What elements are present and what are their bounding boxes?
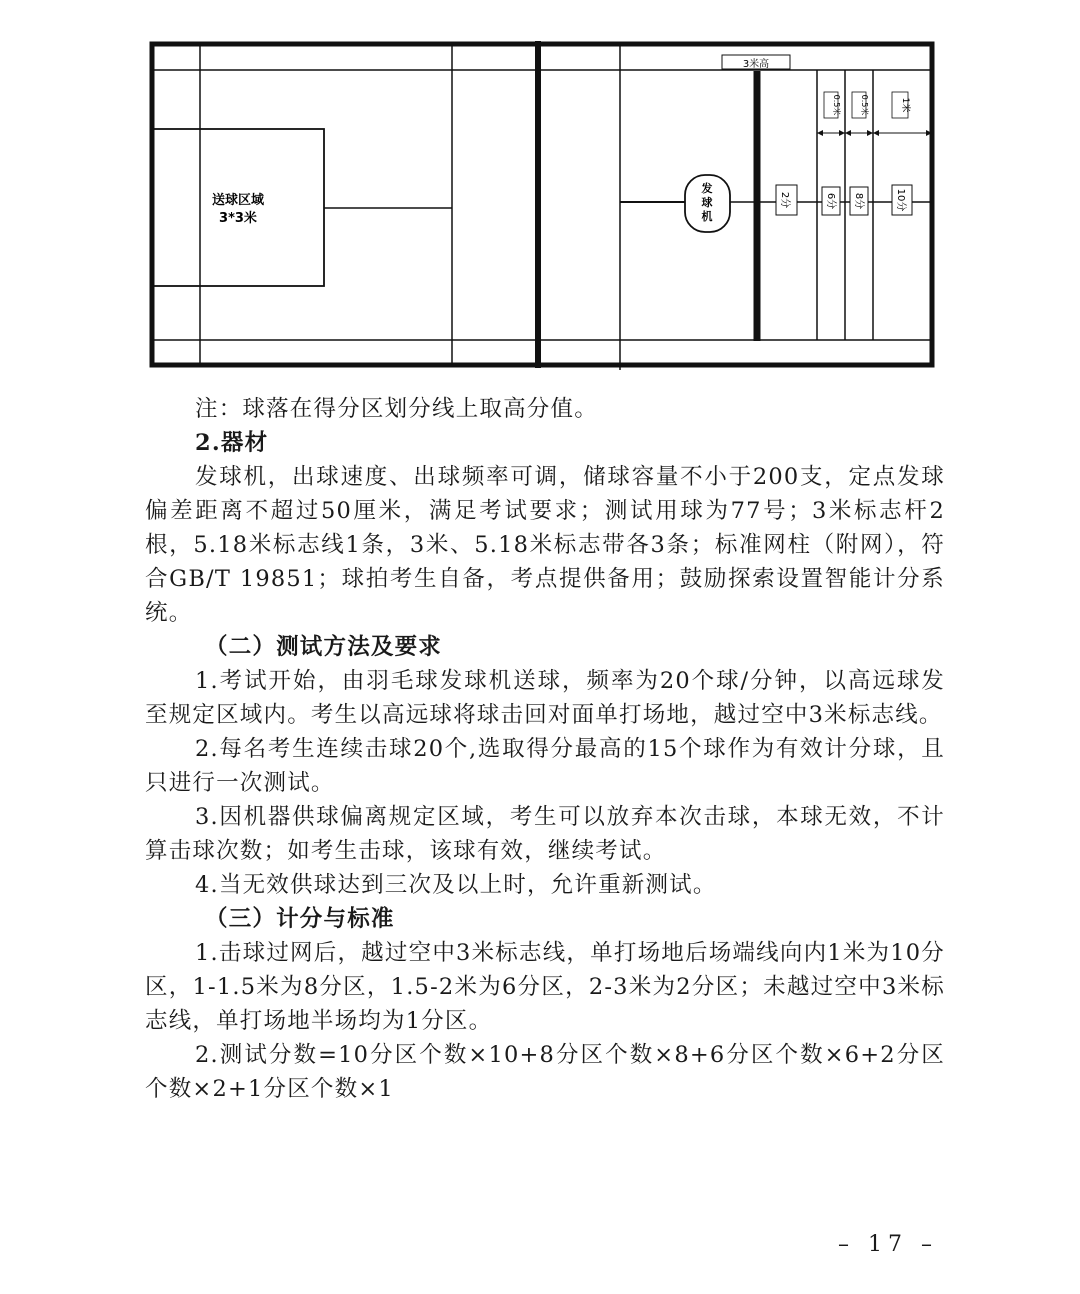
score-paragraph-1: 1.击球过网后，越过空中3米标志线，单打场地后场端线向内1米为10分区，1-1.5米为8分区，1.5-2米为6分区，2-3米为2分区；未越过空中3米标志线，单打场地半场均为1分区。 xyxy=(145,940,945,1034)
machine-label-1: 发 xyxy=(701,182,713,195)
serve-area-label-2: 3*3米 xyxy=(219,211,257,226)
body-text xyxy=(145,392,945,1106)
arrow-head xyxy=(845,130,851,136)
arrow-head xyxy=(839,130,845,136)
equipment-paragraph: 发球机，出球速度、出球频率可调，储球容量不小于200支，定点发球偏差距离不超过50厘米，满足考试要求；测试用球为77号；3米标志杆2根，5.18米标志线1条，3米、5.18米标志带各3条；标准网柱（附网），符合GB/T 19851；球拍考生自备，考点提供备用；鼓励探索设置智能计分系统。 xyxy=(145,464,945,626)
machine-label-3: 机 xyxy=(701,210,713,223)
width-label-0-5m-b: 0.5米 xyxy=(860,94,869,116)
zone-label-6: 6分 xyxy=(825,192,836,210)
equipment-heading: 2.器材 xyxy=(195,430,269,456)
court-diagram xyxy=(140,35,940,375)
method-heading: （二）测试方法及要求 xyxy=(205,634,443,660)
machine-label-2: 球 xyxy=(701,196,713,209)
width-label-1m: 1米 xyxy=(900,97,910,113)
arrow-head xyxy=(817,130,823,136)
zone-label-10: 10分 xyxy=(895,188,906,212)
page-number: 17 xyxy=(868,1232,908,1257)
score-paragraph-2: 2.测试分数=10分区个数×10+8分区个数×8+6分区个数×6+2分区个数×2+1分区个数×1 xyxy=(145,1042,945,1102)
note-paragraph: 注：球落在得分区划分线上取高分值。 xyxy=(195,396,598,422)
arrow-head xyxy=(867,130,873,136)
arrow-head xyxy=(873,130,879,136)
method-paragraph-2: 2.每名考生连续击球20个,选取得分最高的15个球作为有效计分球，且只进行一次测试。 xyxy=(145,736,945,796)
court-boundary xyxy=(152,44,932,365)
width-label-0-5m-a: 0.5米 xyxy=(832,94,841,116)
zone-label-2: 2分 xyxy=(779,191,790,209)
serve-area-label-1: 送球区域 xyxy=(211,193,265,208)
page-number-footer: – 17 – xyxy=(838,1232,938,1257)
method-paragraph-4: 4.当无效供球达到三次及以上时，允许重新测试。 xyxy=(195,872,717,898)
score-heading: （三）计分与标准 xyxy=(205,906,395,932)
zone-label-8: 8分 xyxy=(853,192,864,210)
height-label: 3米高 xyxy=(742,59,770,70)
method-paragraph-3: 3.因机器供球偏离规定区域，考生可以放弃本次击球，本球无效，不计算击球次数；如考生击球，该球有效，继续考试。 xyxy=(145,804,945,864)
method-paragraph-1: 1.考试开始，由羽毛球发球机送球，频率为20个球/分钟，以高远球发至规定区域内。考生以高远球将球击回对面单打场地，越过空中3米标志线。 xyxy=(145,668,945,728)
